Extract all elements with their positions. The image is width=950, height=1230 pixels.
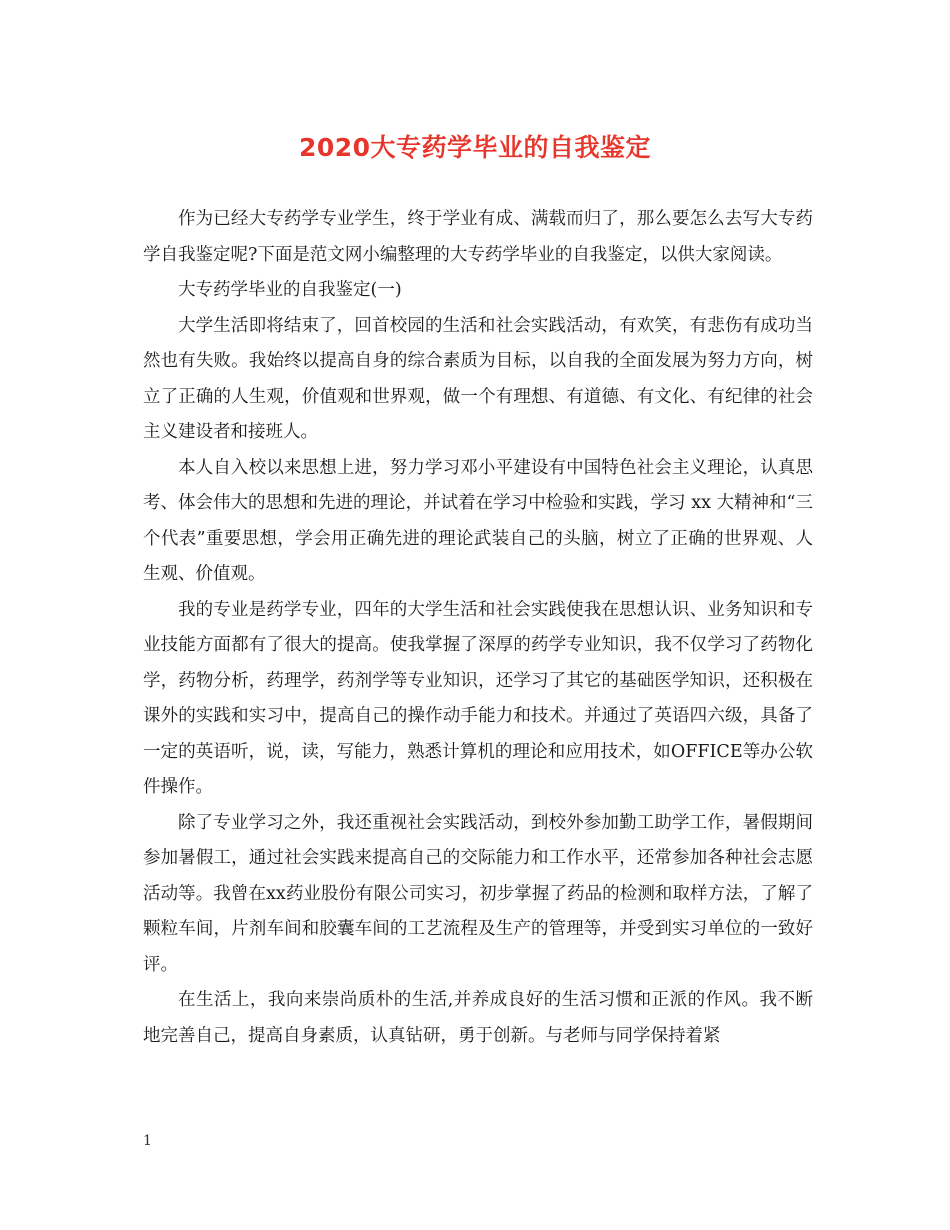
paragraph: 我的专业是药学专业，四年的大学生活和社会实践使我在思想认识、业务知识和专业技能方面都有了很大的提高。使我掌握了深厚的药学专业知识，我不仅学习了药物化学，药物分析，药理学，药剂学等专业知识，还学习了其它的基础医学知识，还积极在课外的实践和实习中，提高自己的操作动手能力和技术。并通过了英语四六级，具备了一定的英语听，说，读，写能力，熟悉计算机的理论和应用技术，如OFFICE等办公软件操作。: [143, 599, 813, 797]
paragraph: 在生活上，我向来崇尚质朴的生活,并养成良好的生活习惯和正派的作风。我不断地完善自己，提高自身素质，认真钻研，勇于创新。与老师与同学保持着紧: [143, 990, 813, 1046]
section-heading: 大专药学毕业的自我鉴定(一): [178, 280, 402, 300]
paragraph: 大学生活即将结束了，回首校园的生活和社会实践活动，有欢笑，有悲伤有成功当然也有失败。我始终以提高自身的综合素质为目标，以自我的全面发展为努力方向，树立了正确的人生观，价值观和世界观，做一个有理想、有道德、有文化、有纪律的社会主义建设者和接班人。: [143, 315, 813, 442]
page-number: 1: [143, 1133, 152, 1149]
paragraph: 本人自入校以来思想上进，努力学习邓小平建设有中国特色社会主义理论，认真思考、体会伟大的思想和先进的理论，并试着在学习中检验和实践，学习 xx 大精神和“三个代表”重要思想，学会用正确先进的理论武装自己的头脑，树立了正确的世界观、人生观、价值观。: [143, 457, 813, 584]
document-body: [143, 202, 813, 1054]
document-title: 2020大专药学毕业的自我鉴定: [298, 133, 652, 162]
paragraph-intro: 作为已经大专药学专业学生，终于学业有成、满载而归了，那么要怎么去写大专药学自我鉴定呢?下面是范文网小编整理的大专药学毕业的自我鉴定，以供大家阅读。: [143, 209, 813, 265]
paragraph: 除了专业学习之外，我还重视社会实践活动，到校外参加勤工助学工作，暑假期间参加暑假工，通过社会实践来提高自己的交际能力和工作水平，还常参加各种社会志愿活动等。我曾在xx药业股份有限公司实习，初步掌握了药品的检测和取样方法，了解了颗粒车间，片剂车间和胶囊车间的工艺流程及生产的管理等，并受到实习单位的一致好评。: [143, 812, 813, 975]
